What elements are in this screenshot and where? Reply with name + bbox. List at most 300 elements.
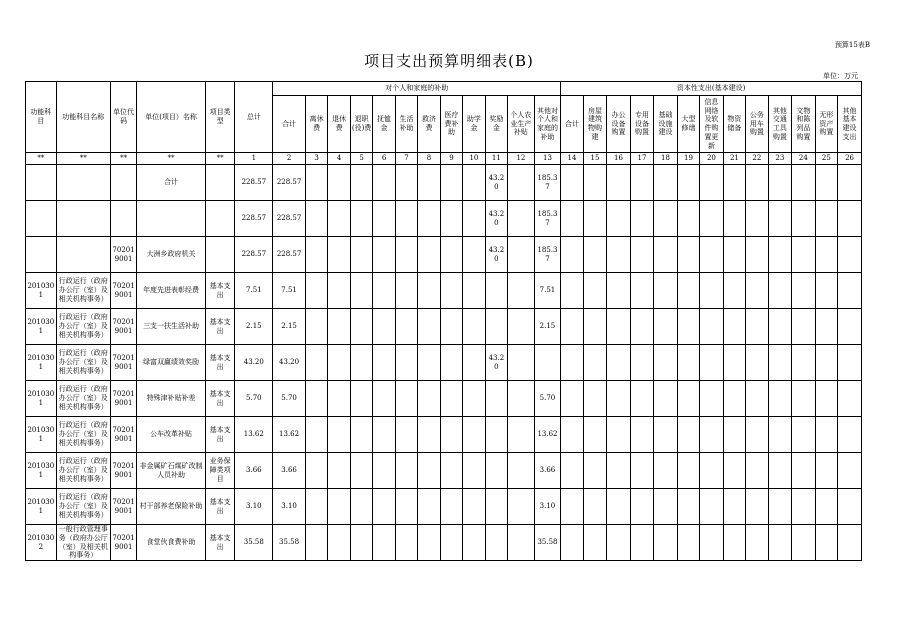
- table-cell: [768, 525, 792, 561]
- table-cell: [700, 489, 724, 525]
- column-header: 专用设备购置: [630, 96, 654, 153]
- column-number: 4: [328, 153, 350, 165]
- table-cell: [792, 525, 816, 561]
- column-header: 其他交通工具购置: [768, 96, 792, 153]
- table-cell: [418, 345, 440, 381]
- table-cell: [792, 453, 816, 489]
- table-cell: [768, 489, 792, 525]
- table-cell: [815, 201, 837, 237]
- table-cell: [395, 309, 417, 345]
- table-cell: [792, 345, 816, 381]
- table-cell: [350, 345, 372, 381]
- other-personal-value: 7.51: [534, 273, 561, 309]
- table-cell: [463, 165, 485, 201]
- table-cell: [630, 201, 654, 237]
- table-cell: [418, 237, 440, 273]
- personal-sum-value: 13.62: [273, 417, 306, 453]
- column-number: **: [56, 153, 110, 165]
- table-cell: [305, 345, 327, 381]
- table-cell: [700, 201, 724, 237]
- table-cell: [838, 417, 862, 453]
- function-name: 一般行政管理事务（政府办公厅（室）及相关机构事务）: [56, 525, 110, 561]
- column-header: 个人农业生产补贴: [508, 96, 535, 153]
- column-number: 19: [677, 153, 699, 165]
- table-cell: [395, 237, 417, 273]
- table-cell: [350, 489, 372, 525]
- table-cell: [583, 525, 607, 561]
- table-cell: [508, 417, 535, 453]
- table-cell: [768, 381, 792, 417]
- total-value: 35.58: [235, 525, 273, 561]
- column-header: 基础设施建设: [654, 96, 678, 153]
- table-cell: [723, 165, 745, 201]
- table-cell: [350, 273, 372, 309]
- table-cell: [768, 417, 792, 453]
- table-row: [26, 525, 862, 561]
- unit-name: 三支一扶生活补助: [137, 309, 205, 345]
- column-header: 奖励金: [485, 96, 507, 153]
- unit-name: 村干部养老保险补助: [137, 489, 205, 525]
- table-cell: [328, 381, 350, 417]
- table-cell: [561, 489, 583, 525]
- personal-sum-value: 228.57: [273, 201, 306, 237]
- column-header: 公务用车购置: [746, 96, 768, 153]
- unit-name: 大洲乡政府机关: [137, 237, 205, 273]
- table-cell: [583, 381, 607, 417]
- total-value: 3.66: [235, 453, 273, 489]
- table-cell: [815, 165, 837, 201]
- table-cell: [561, 309, 583, 345]
- table-cell: [654, 345, 678, 381]
- column-number: 23: [768, 153, 792, 165]
- table-cell: [418, 417, 440, 453]
- personal-sum-value: 7.51: [273, 273, 306, 309]
- table-cell: [792, 309, 816, 345]
- column-number: 3: [305, 153, 327, 165]
- table-cell: [746, 525, 768, 561]
- page-title: 项目支出预算明细表(B): [364, 52, 534, 70]
- column-number: 16: [607, 153, 631, 165]
- table-row: [26, 165, 862, 201]
- table-cell: [792, 165, 816, 201]
- total-value: 228.57: [235, 165, 273, 201]
- table-cell: [768, 237, 792, 273]
- reward-value: [485, 273, 507, 309]
- table-cell: [350, 201, 372, 237]
- table-cell: [373, 381, 395, 417]
- table-cell: [463, 489, 485, 525]
- table-cell: [838, 237, 862, 273]
- table-cell: [583, 273, 607, 309]
- table-cell: [463, 525, 485, 561]
- table-cell: [654, 237, 678, 273]
- project-type: 业务保障类项目: [205, 453, 235, 489]
- column-number: 10: [463, 153, 485, 165]
- table-cell: [677, 273, 699, 309]
- table-cell: [328, 309, 350, 345]
- table-cell: [418, 381, 440, 417]
- table-cell: [607, 453, 631, 489]
- table-cell: [838, 201, 862, 237]
- table-cell: [508, 525, 535, 561]
- table-cell: [463, 453, 485, 489]
- table-cell: [677, 417, 699, 453]
- table-cell: [440, 453, 462, 489]
- column-number: 8: [418, 153, 440, 165]
- table-cell: [630, 381, 654, 417]
- table-cell: [508, 345, 535, 381]
- table-cell: [463, 273, 485, 309]
- project-type: [205, 201, 235, 237]
- table-cell: [373, 453, 395, 489]
- table-row: [26, 345, 862, 381]
- table-cell: [746, 201, 768, 237]
- table-cell: [630, 525, 654, 561]
- table-cell: [815, 381, 837, 417]
- table-cell: [561, 201, 583, 237]
- table-row: [26, 273, 862, 309]
- table-cell: [607, 237, 631, 273]
- reward-value: [485, 417, 507, 453]
- column-number: 14: [561, 153, 583, 165]
- column-number: 13: [534, 153, 561, 165]
- table-cell: [700, 381, 724, 417]
- unit-name: 非金属矿石煤矿改制人员补助: [137, 453, 205, 489]
- table-cell: [768, 273, 792, 309]
- table-cell: [630, 417, 654, 453]
- table-cell: [723, 309, 745, 345]
- table-cell: [723, 453, 745, 489]
- function-name: 行政运行（政府办公厅（室）及相关机构事务）: [56, 489, 110, 525]
- table-cell: [723, 489, 745, 525]
- unit-name: [137, 201, 205, 237]
- table-cell: [561, 453, 583, 489]
- table-cell: [418, 273, 440, 309]
- table-cell: [768, 453, 792, 489]
- unit-label: 单位：万元: [823, 72, 858, 80]
- other-personal-value: 185.37: [534, 237, 561, 273]
- table-cell: [328, 417, 350, 453]
- other-personal-value: 185.37: [534, 201, 561, 237]
- table-cell: [768, 345, 792, 381]
- table-cell: [583, 453, 607, 489]
- column-number: 20: [700, 153, 724, 165]
- table-cell: [607, 309, 631, 345]
- table-cell: [350, 309, 372, 345]
- personal-sum-value: 3.66: [273, 453, 306, 489]
- table-cell: [746, 165, 768, 201]
- total-value: 5.70: [235, 381, 273, 417]
- function-code: 2010302: [26, 525, 57, 561]
- column-number: **: [205, 153, 235, 165]
- table-cell: [350, 525, 372, 561]
- table-cell: [373, 417, 395, 453]
- table-cell: [440, 525, 462, 561]
- table-cell: [838, 453, 862, 489]
- other-personal-value: [534, 345, 561, 381]
- column-number: 6: [373, 153, 395, 165]
- column-number: **: [110, 153, 137, 165]
- table-cell: [746, 309, 768, 345]
- table-cell: [746, 345, 768, 381]
- table-cell: [418, 525, 440, 561]
- function-code: [26, 165, 57, 201]
- column-number: 24: [792, 153, 816, 165]
- table-row: [26, 417, 862, 453]
- function-name: 行政运行（政府办公厅（室）及相关机构事务）: [56, 345, 110, 381]
- column-header: 其他对个人和家庭的补助: [534, 96, 561, 153]
- table-cell: [508, 201, 535, 237]
- table-cell: [815, 273, 837, 309]
- table-cell: [350, 417, 372, 453]
- table-cell: [328, 201, 350, 237]
- table-cell: [700, 273, 724, 309]
- column-header: 无形资产购置: [815, 96, 837, 153]
- table-cell: [350, 381, 372, 417]
- unit-code: [110, 165, 137, 201]
- total-value: 2.15: [235, 309, 273, 345]
- column-header: 单位代码: [110, 82, 137, 153]
- table-cell: [305, 273, 327, 309]
- table-row: [26, 237, 862, 273]
- table-cell: [463, 381, 485, 417]
- column-number: **: [137, 153, 205, 165]
- table-cell: [700, 417, 724, 453]
- reward-value: 43.20: [485, 165, 507, 201]
- column-header: 房屋建筑物购建: [583, 96, 607, 153]
- table-cell: [630, 489, 654, 525]
- project-type: 基本支出: [205, 273, 235, 309]
- table-cell: [440, 273, 462, 309]
- other-personal-value: 2.15: [534, 309, 561, 345]
- table-row: [26, 489, 862, 525]
- column-header: 办公设备购置: [607, 96, 631, 153]
- table-cell: [561, 417, 583, 453]
- table-cell: [373, 201, 395, 237]
- table-cell: [418, 309, 440, 345]
- personal-sum-value: 228.57: [273, 237, 306, 273]
- function-code: 2010301: [26, 417, 57, 453]
- table-cell: [723, 201, 745, 237]
- personal-sum-value: 228.57: [273, 165, 306, 201]
- column-header: 物资储备: [723, 96, 745, 153]
- function-code: [26, 237, 57, 273]
- table-cell: [677, 525, 699, 561]
- table-cell: [746, 273, 768, 309]
- unit-code: 702019001: [110, 237, 137, 273]
- personal-sum-value: 43.20: [273, 345, 306, 381]
- table-cell: [607, 489, 631, 525]
- personal-sum-value: 5.70: [273, 381, 306, 417]
- table-cell: [463, 237, 485, 273]
- column-number: 26: [838, 153, 862, 165]
- table-cell: [440, 381, 462, 417]
- unit-code: 702019001: [110, 525, 137, 561]
- total-value: 43.20: [235, 345, 273, 381]
- column-number: 17: [630, 153, 654, 165]
- table-cell: [583, 417, 607, 453]
- table-cell: [677, 165, 699, 201]
- table-cell: [815, 237, 837, 273]
- table-cell: [677, 489, 699, 525]
- table-cell: [746, 489, 768, 525]
- column-number: 7: [395, 153, 417, 165]
- table-cell: [654, 201, 678, 237]
- reward-value: [485, 489, 507, 525]
- column-number: 21: [723, 153, 745, 165]
- table-cell: [328, 453, 350, 489]
- other-personal-value: 35.58: [534, 525, 561, 561]
- table-cell: [630, 237, 654, 273]
- table-cell: [583, 165, 607, 201]
- table-cell: [373, 273, 395, 309]
- table-cell: [746, 417, 768, 453]
- column-number: 1: [235, 153, 273, 165]
- table-cell: [654, 453, 678, 489]
- table-cell: [395, 525, 417, 561]
- column-header: 助学金: [463, 96, 485, 153]
- column-number: **: [26, 153, 57, 165]
- column-header: 抚恤金: [373, 96, 395, 153]
- column-header: 功能科目名称: [56, 82, 110, 153]
- column-number: 9: [440, 153, 462, 165]
- reward-value: [485, 381, 507, 417]
- table-cell: [654, 165, 678, 201]
- column-header: 文物和陈列品购置: [792, 96, 816, 153]
- table-cell: [418, 201, 440, 237]
- table-cell: [395, 345, 417, 381]
- table-cell: [838, 489, 862, 525]
- table-cell: [305, 525, 327, 561]
- column-header: 医疗费补助: [440, 96, 462, 153]
- function-name: 行政运行（政府办公厅（室）及相关机构事务）: [56, 309, 110, 345]
- function-name: [56, 201, 110, 237]
- column-number: 15: [583, 153, 607, 165]
- table-cell: [561, 237, 583, 273]
- table-cell: [700, 345, 724, 381]
- project-type: 基本支出: [205, 345, 235, 381]
- table-cell: [838, 525, 862, 561]
- table-cell: [305, 381, 327, 417]
- total-value: 228.57: [235, 237, 273, 273]
- group-header: 对个人和家庭的补助: [273, 82, 561, 96]
- column-number: 18: [654, 153, 678, 165]
- table-cell: [838, 345, 862, 381]
- table-cell: [373, 237, 395, 273]
- table-cell: [463, 345, 485, 381]
- column-header: 项目类型: [205, 82, 235, 153]
- column-number: 2: [273, 153, 306, 165]
- column-header: 大型修缮: [677, 96, 699, 153]
- table-cell: [305, 201, 327, 237]
- table-cell: [395, 417, 417, 453]
- table-cell: [583, 309, 607, 345]
- table-cell: [654, 381, 678, 417]
- form-code: 预算15表B: [834, 41, 870, 49]
- table-cell: [607, 381, 631, 417]
- table-row: [26, 381, 862, 417]
- table-cell: [838, 381, 862, 417]
- table-cell: [607, 525, 631, 561]
- table-cell: [607, 417, 631, 453]
- table-cell: [700, 165, 724, 201]
- column-header: 生活补助: [395, 96, 417, 153]
- table-cell: [583, 345, 607, 381]
- table-cell: [677, 453, 699, 489]
- table-cell: [350, 237, 372, 273]
- table-cell: [328, 273, 350, 309]
- table-cell: [815, 417, 837, 453]
- reward-value: 43.20: [485, 237, 507, 273]
- table-cell: [792, 273, 816, 309]
- project-type: 基本支出: [205, 489, 235, 525]
- column-number: 25: [815, 153, 837, 165]
- table-cell: [508, 237, 535, 273]
- table-cell: [463, 201, 485, 237]
- table-cell: [440, 309, 462, 345]
- table-cell: [328, 525, 350, 561]
- unit-code: [110, 201, 137, 237]
- unit-name: 绿富双赢绩效奖励: [137, 345, 205, 381]
- table-cell: [583, 237, 607, 273]
- project-type: 基本支出: [205, 525, 235, 561]
- unit-code: 702019001: [110, 345, 137, 381]
- table-cell: [418, 165, 440, 201]
- column-number: 5: [350, 153, 372, 165]
- table-cell: [607, 345, 631, 381]
- unit-code: 702019001: [110, 453, 137, 489]
- function-code: 2010301: [26, 381, 57, 417]
- reward-value: 43.20: [485, 345, 507, 381]
- table-cell: [607, 273, 631, 309]
- table-cell: [815, 489, 837, 525]
- table-cell: [723, 273, 745, 309]
- unit-name: 公车改革补贴: [137, 417, 205, 453]
- table-cell: [395, 273, 417, 309]
- column-header: 合计: [561, 96, 583, 153]
- table-cell: [815, 345, 837, 381]
- table-cell: [373, 309, 395, 345]
- unit-name: 年度先进表彰经费: [137, 273, 205, 309]
- table-cell: [305, 417, 327, 453]
- unit-name: 合计: [137, 165, 205, 201]
- table-cell: [561, 273, 583, 309]
- column-header: 总计: [235, 82, 273, 153]
- table-cell: [723, 345, 745, 381]
- unit-code: 702019001: [110, 381, 137, 417]
- table-cell: [463, 417, 485, 453]
- column-header: 离休费: [305, 96, 327, 153]
- unit-code: 702019001: [110, 417, 137, 453]
- other-personal-value: 13.62: [534, 417, 561, 453]
- reward-value: [485, 453, 507, 489]
- table-cell: [440, 489, 462, 525]
- column-header: 功能科目: [26, 82, 57, 153]
- function-code: 2010301: [26, 453, 57, 489]
- column-header: 其他基本建设支出: [838, 96, 862, 153]
- table-cell: [677, 237, 699, 273]
- table-cell: [607, 165, 631, 201]
- table-cell: [305, 165, 327, 201]
- table-cell: [700, 309, 724, 345]
- function-code: 2010301: [26, 309, 57, 345]
- table-cell: [305, 453, 327, 489]
- function-code: 2010301: [26, 345, 57, 381]
- column-number: 11: [485, 153, 507, 165]
- column-header: 合计: [273, 96, 306, 153]
- table-cell: [654, 525, 678, 561]
- table-cell: [838, 273, 862, 309]
